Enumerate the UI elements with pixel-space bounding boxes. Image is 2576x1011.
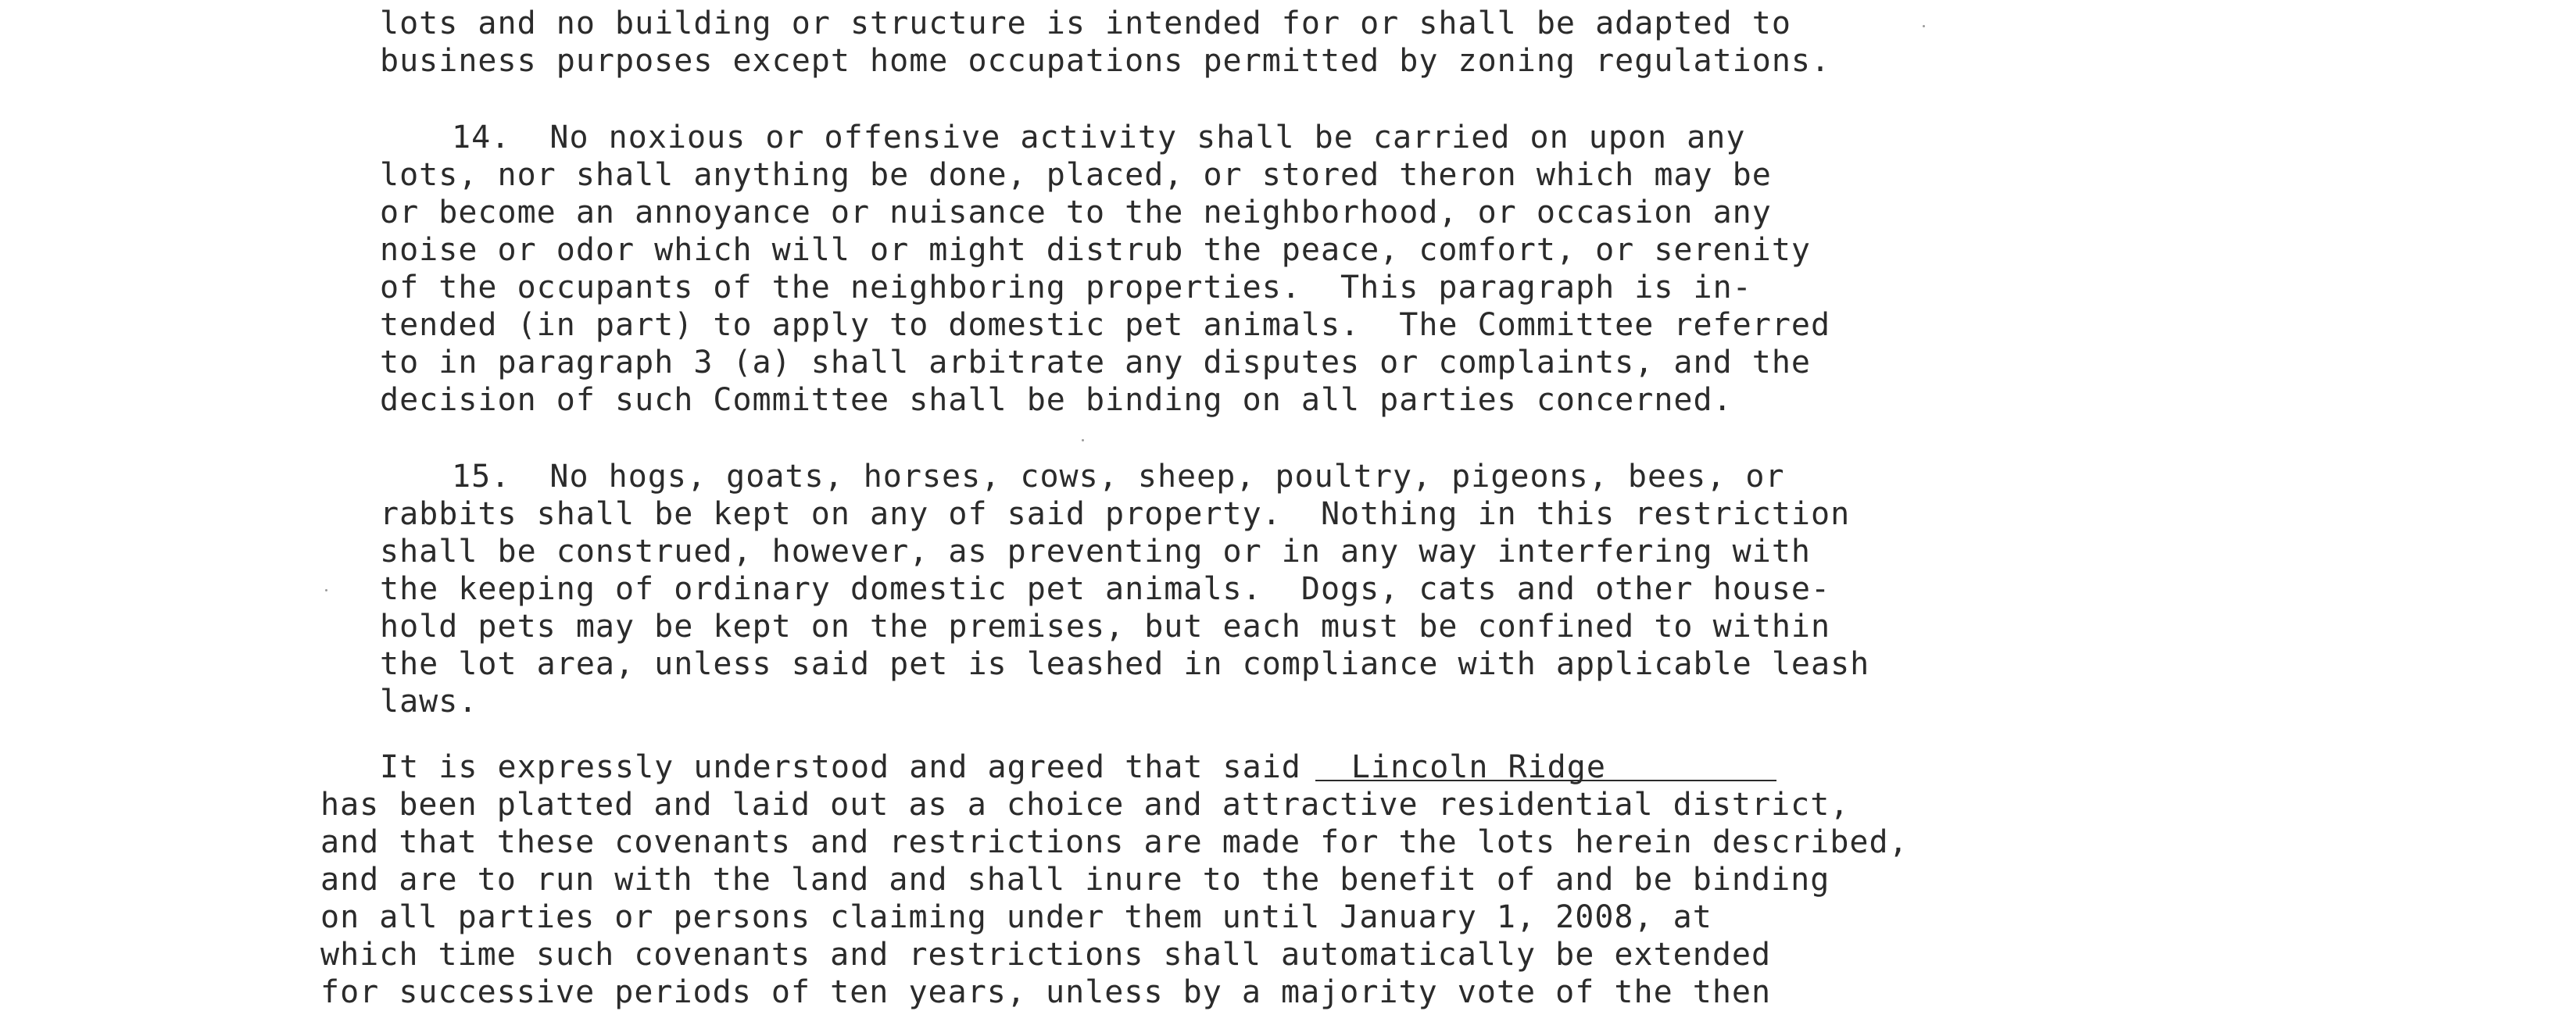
para15-line: hold pets may be kept on the premises, but each must be confined to within	[380, 609, 1831, 645]
closing-line: which time such covenants and restrictions shall automatically be extended	[320, 937, 1772, 973]
para14-line: of the occupants of the neighboring properties. This paragraph is in-	[380, 270, 1752, 305]
closing-line: and are to run with the land and shall inure to the benefit of and be binding	[320, 862, 1830, 898]
para15-line: 15. No hogs, goats, horses, cows, sheep, poultry, pigeons, bees, or	[452, 459, 1785, 495]
para14-line: 14. No noxious or offensive activity shall be carried on upon any	[452, 120, 1746, 155]
intro-line: business purposes except home occupations permitted by zoning regulations.	[380, 43, 1831, 79]
para14-line: noise or odor which will or might distrub the peace, comfort, or serenity	[380, 232, 1811, 268]
closing-line: and that these covenants and restrictions are made for the lots herein described,	[320, 824, 1909, 860]
para15-line: rabbits shall be kept on any of said property. Nothing in this restriction	[380, 496, 1851, 532]
closing-lead-text: It is expressly understood and agreed that said	[380, 749, 1301, 785]
para15-line: the keeping of ordinary domestic pet animals. Dogs, cats and other house-	[380, 571, 1831, 607]
subdivision-name-blank	[1315, 748, 1776, 785]
para14-line: tended (in part) to apply to domestic pet animals. The Committee referred	[380, 307, 1831, 343]
para14-line: or become an annoyance or nuisance to the neighborhood, or occasion any	[380, 195, 1772, 230]
para14-line: decision of such Committee shall be binding on all parties concerned.	[380, 382, 1733, 418]
closing-line: for successive periods of ten years, unless by a majority vote of the then	[320, 974, 1772, 1010]
closing-line: has been platted and laid out as a choice and attractive residential district,	[320, 787, 1850, 823]
para15-line: laws.	[380, 684, 478, 720]
para14-line: lots, nor shall anything be done, placed, or stored theron which may be	[380, 157, 1772, 193]
scan-speck	[1923, 25, 1925, 27]
intro-line: lots and no building or structure is intended for or shall be adapted to	[380, 5, 1791, 41]
closing-lead-line	[380, 748, 1776, 786]
closing-line: on all parties or persons claiming under them until January 1, 2008, at	[320, 899, 1712, 935]
scan-speck	[325, 589, 327, 591]
para15-line: shall be construed, however, as preventing or in any way interfering with	[380, 534, 1811, 570]
para15-line: the lot area, unless said pet is leashed in compliance with applicable leash	[380, 646, 1870, 682]
subdivision-name: Lincoln Ridge	[1351, 749, 1606, 785]
scan-speck	[1082, 439, 1084, 441]
para14-line: to in paragraph 3 (a) shall arbitrate any disputes or complaints, and the	[380, 345, 1811, 380]
